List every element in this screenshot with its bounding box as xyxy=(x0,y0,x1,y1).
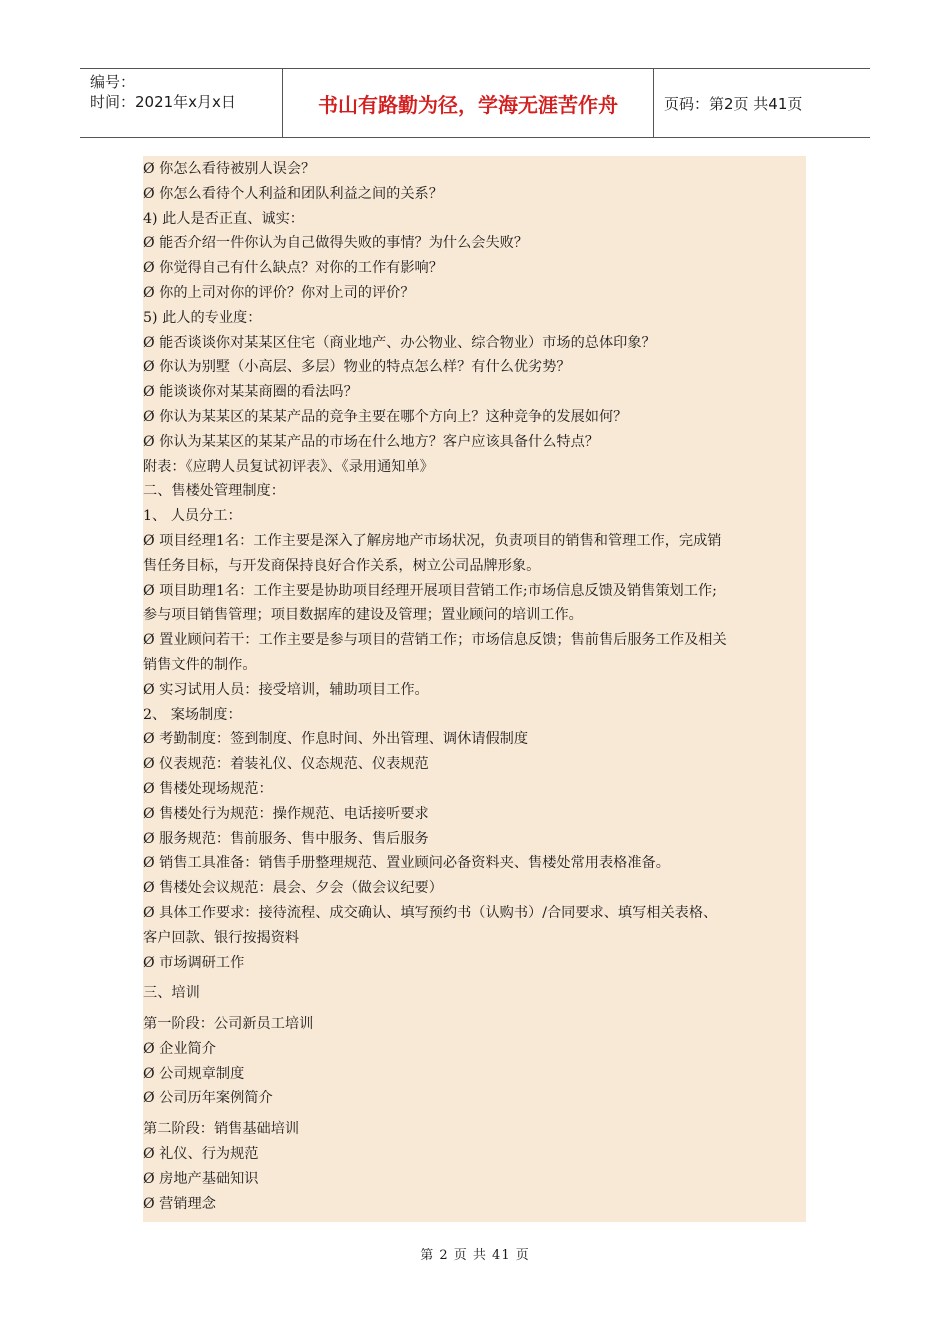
text-line: Ø 你认为别墅（小高层、多层）物业的特点怎么样？有什么优劣势？ xyxy=(143,359,571,376)
text-line: Ø 项目助理1名：工作主要是协助项目经理开展项目营销工作;市场信息反馈及销售策划工作; xyxy=(143,582,717,599)
text-line: 客户回款、银行按揭资料 xyxy=(143,929,300,946)
text-line: Ø 售楼处行为规范：操作规范、电话接听要求 xyxy=(143,805,429,822)
text-line: Ø 公司历年案例简介 xyxy=(143,1090,273,1107)
document-body xyxy=(143,156,806,1222)
text-line: 三、培训 xyxy=(143,985,200,1002)
time-label: 时间：2021年x月x日 xyxy=(90,93,236,111)
text-line: Ø 服务规范：售前服务、售中服务、售后服务 xyxy=(143,830,429,847)
text-line: 5) 此人的专业度： xyxy=(143,309,262,326)
text-line: Ø 能否谈谈你对某某区住宅（商业地产、办公物业、综合物业）市场的总体印象？ xyxy=(143,334,656,351)
header-page-cell xyxy=(654,69,870,137)
text-line: 售任务目标，与开发商保持良好合作关系，树立公司品牌形象。 xyxy=(143,557,541,574)
text-line: Ø 项目经理1名：工作主要是深入了解房地产市场状况，负责项目的销售和管理工作，完成销 xyxy=(143,532,722,549)
text-line: Ø 企业简介 xyxy=(143,1040,216,1057)
text-line: Ø 营销理念 xyxy=(143,1195,216,1212)
text-line: 参与项目销售管理；项目数据库的建设及管理；置业顾问的培训工作。 xyxy=(143,607,583,624)
text-line: Ø 你怎么看待被别人误会？ xyxy=(143,161,316,177)
text-line: Ø 你认为某某区的某某产品的市场在什么地方？客户应该具备什么特点？ xyxy=(143,433,599,450)
text-line: Ø 能否介绍一件你认为自己做得失败的事情？为什么会失败？ xyxy=(143,235,529,252)
text-line: 2、 案场制度： xyxy=(143,706,242,723)
text-line: 附表：《应聘人员复试初评表》、《录用通知单》 xyxy=(143,458,434,475)
page-footer: 第 2 页 共 41 页 xyxy=(420,1248,530,1263)
header-motto-cell xyxy=(282,69,654,137)
text-line: Ø 房地产基础知识 xyxy=(143,1170,259,1187)
text-line: 1、 人员分工： xyxy=(143,508,242,525)
text-line: Ø 你怎么看待个人利益和团队利益之间的关系？ xyxy=(143,185,443,202)
text-line: Ø 能谈谈你对某某商圈的看法吗？ xyxy=(143,384,358,401)
page-header xyxy=(80,68,870,138)
text-line: Ø 礼仪、行为规范 xyxy=(143,1146,259,1163)
text-line: Ø 置业顾问若干：工作主要是参与项目的营销工作；市场信息反馈；售前售后服务工作及相关 xyxy=(143,632,727,649)
text-line: 4) 此人是否正直、诚实： xyxy=(143,210,304,227)
text-line: Ø 公司规章制度 xyxy=(143,1065,245,1082)
text-line: Ø 实习试用人员：接受培训，辅助项目工作。 xyxy=(143,681,429,698)
text-line: 第二阶段：销售基础培训 xyxy=(143,1121,300,1138)
text-line: Ø 仪表规范：着装礼仪、仪态规范、仪表规范 xyxy=(143,756,429,773)
text-line: Ø 你认为某某区的某某产品的竞争主要在哪个方向上？这种竞争的发展如何？ xyxy=(143,408,628,425)
number-label: 编号： xyxy=(90,73,136,91)
text-line: 第一阶段：公司新员工培训 xyxy=(143,1016,314,1033)
text-line: 二、售楼处管理制度： xyxy=(143,483,285,500)
header-left-cell xyxy=(80,69,282,137)
text-line: Ø 售楼处会议规范：晨会、夕会（做会议纪要） xyxy=(143,880,443,897)
text-line: Ø 销售工具准备：销售手册整理规范、置业顾问必备资料夹、售楼处常用表格准备。 xyxy=(143,855,670,872)
text-line: Ø 你的上司对你的评价？你对上司的评价？ xyxy=(143,284,415,301)
text-line: Ø 你觉得自己有什么缺点？对你的工作有影响？ xyxy=(143,260,443,277)
text-line: Ø 考勤制度：签到制度、作息时间、外出管理、调休请假制度 xyxy=(143,731,529,748)
page-info: 页码：第2页 共41页 xyxy=(664,94,803,113)
text-line: Ø 售楼处现场规范： xyxy=(143,780,273,797)
motto-text: 书山有路勤为径，学海无涯苦作舟 xyxy=(318,92,618,117)
text-line: 销售文件的制作。 xyxy=(143,656,257,673)
text-line: Ø 市场调研工作 xyxy=(143,954,245,971)
text-line: Ø 具体工作要求：接待流程、成交确认、填写预约书（认购书）/合同要求、填写相关表格、 xyxy=(143,904,718,921)
